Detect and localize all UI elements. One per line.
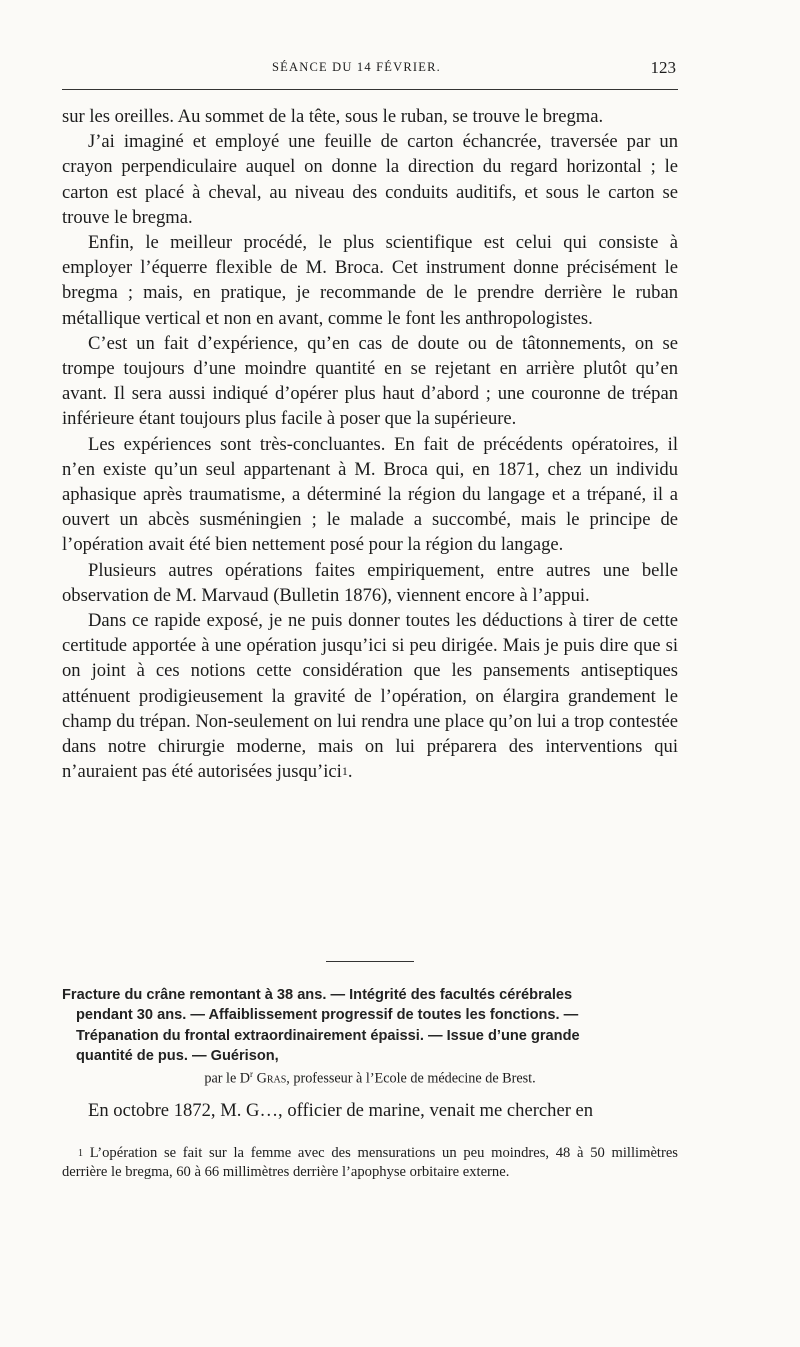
byline-suffix: , professeur à l’Ecole de médecine de Brest. bbox=[286, 1070, 536, 1087]
page-number: 123 bbox=[650, 58, 676, 77]
heading-line-2: pendant 30 ans. — Affaiblissement progressif de toutes les fonctions. — bbox=[76, 1007, 579, 1024]
paragraph-6: Plusieurs autres opérations faites empiriquement, entre autres une belle observation de M. Marvaud (Bulletin 1876), viennent encore à l’appui. bbox=[62, 559, 678, 606]
footnote-reference: 1 bbox=[341, 764, 348, 779]
header-rule bbox=[62, 89, 678, 90]
paragraph-2: J’ai imaginé et employé une feuille de carton échancrée, traversée par un crayon perpendiculaire auquel on donne la direction du regard horizontal ; le carton est placé à cheval, au niveau des conduits auditifs, et sous le carton se trouve le bregma. bbox=[62, 131, 678, 228]
author-byline bbox=[62, 1069, 678, 1088]
footnote bbox=[62, 1144, 678, 1182]
section-separator bbox=[326, 961, 414, 962]
paragraph-7-end: . bbox=[347, 761, 353, 783]
footnote-text: L’opération se fait sur la femme avec des mensurations un peu moindres, 48 à 50 millimètres derrière le bregma, 60 à 66 millimètres derrière l’apophyse orbitaire externe. bbox=[62, 1145, 678, 1180]
running-head bbox=[62, 58, 678, 80]
heading-line-4: quantité de pus. — Guérison, bbox=[76, 1048, 279, 1065]
paragraph-7-text: Dans ce rapide exposé, je ne puis donner toutes les déductions à tirer de cette certitude apportée à une opération jusqu’ici si peu dirigée. Mais je puis dire que si on joint à ces notions cette considération que les pansements antiseptiques atténuent prodigieusement la gravité de l’opération, on élargira grandement le champ du trépan. Non-seulement on lui rendra une place qu’on lui a trop contestée dans notre chirurgie moderne, mais on lui préparera des interventions qui n’auraient pas été autorisées jusqu’ici bbox=[62, 610, 678, 783]
paragraph-3: Enfin, le meilleur procédé, le plus scientifique est celui qui consiste à employer l’équerre flexible de M. Broca. Cet instrument donne précisément le bregma ; mais, en pratique, je recommande de le prendre derrière le ruban métallique vertical et non en avant, comme le font les anthropologistes. bbox=[62, 232, 678, 329]
paragraph-1: sur les oreilles. Au sommet de la tête, sous le ruban, se trouve le bregma. bbox=[62, 106, 604, 127]
paragraph-7 bbox=[62, 608, 678, 784]
main-text bbox=[62, 104, 678, 784]
running-title: SÉANCE DU 14 FÉVRIER. bbox=[272, 60, 441, 74]
heading-line-1: Fracture du crâne remontant à 38 ans. — Intégrité des facultés cérébrales bbox=[62, 987, 573, 1003]
byline-title-sup: r bbox=[250, 1069, 254, 1079]
byline-prefix: par le D bbox=[204, 1070, 251, 1087]
paragraph-4: C’est un fait d’expérience, qu’en cas de doute ou de tâtonnements, on se trompe toujours d’une moindre quantité en se rejetant en arrière plutôt qu’en avant. Il sera aussi indiqué d’opérer plus haut d’abord ; une couronne de trépan inférieure étant toujours plus facile à poser que la supérieure. bbox=[62, 332, 678, 430]
footnote-number: 1 bbox=[78, 1148, 83, 1159]
heading-line-3: Trépanation du frontal extraordinairement épaissi. — Issue d’une grande bbox=[76, 1027, 580, 1044]
author-name: Gras bbox=[256, 1070, 287, 1087]
article-first-line: En octobre 1872, M. G…, officier de marine, venait me chercher en bbox=[88, 1100, 594, 1121]
paragraph-5: Les expériences sont très-concluantes. En fait de précédents opératoires, il n’en existe qu’un seul appartenant à M. Broca qui, en 1871, chez un individu aphasique après traumatisme, a déterminé la région du langage et a trépané, il a ouvert un abcès susméningien ; le malade a succombé, mais le principe de l’opération avait été bien nettement posé pour la région du langage. bbox=[62, 433, 678, 556]
article-heading bbox=[62, 985, 678, 1067]
